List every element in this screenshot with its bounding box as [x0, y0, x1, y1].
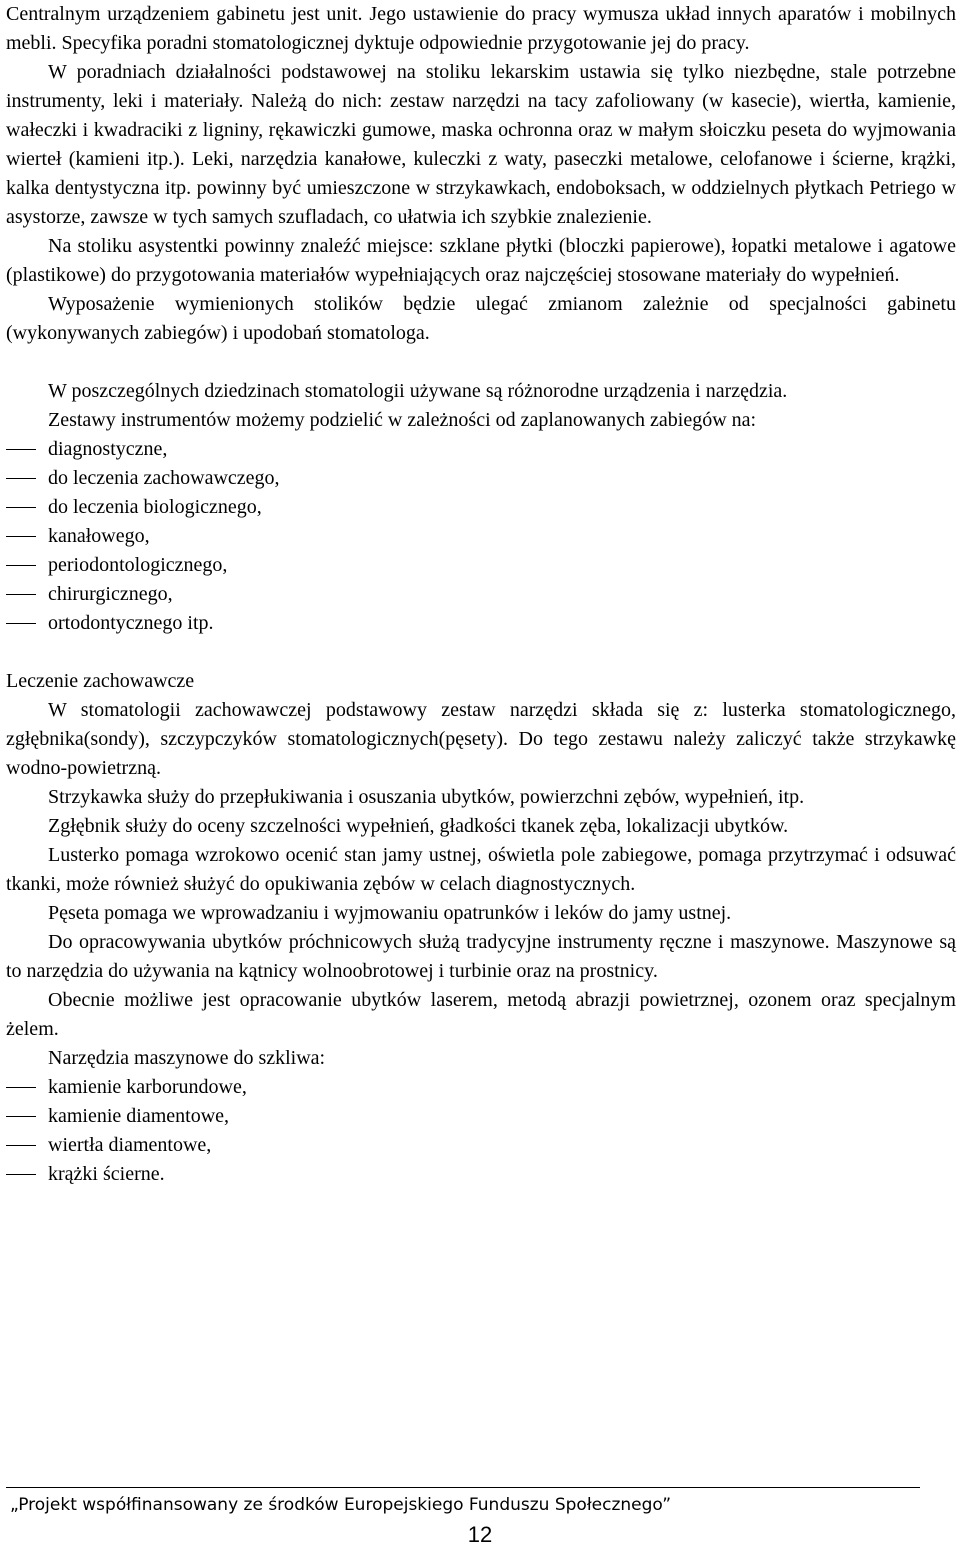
list-item [6, 522, 956, 551]
dash-bullet [6, 536, 36, 537]
paragraph: Pęseta pomaga we wprowadzaniu i wyjmowaniu opatrunków i leków do jamy ustnej. [48, 902, 732, 924]
list-item [6, 1160, 956, 1189]
paragraph: Obecnie możliwe jest opracowanie ubytków laserem, metodą abrazji powietrznej, ozonem oraz specjalnym żelem. [6, 989, 956, 1040]
dash-bullet [6, 1174, 36, 1175]
list-item-label: chirurgicznego, [48, 583, 173, 605]
list-item [6, 580, 956, 609]
list-item [6, 551, 956, 580]
paragraph: Centralnym urządzeniem gabinetu jest unit. Jego ustawienie do pracy wymusza układ innych aparatów i mobilnych mebli. Specyfika poradni stomatologicznej dyktuje odpowiednie przygotowanie jej do pracy. [6, 3, 956, 54]
list-item-label: kanałowego, [48, 525, 150, 547]
dash-bullet [6, 1116, 36, 1117]
list-item-label: do leczenia biologicznego, [48, 496, 262, 518]
list-item [6, 609, 956, 638]
page-number: 12 [467, 1522, 493, 1547]
list-item [6, 1073, 956, 1102]
paragraph: Wyposażenie wymienionych stolików będzie ulegać zmianom zależnie od specjalności gabinetu (wykonywanych zabiegów) i upodobań stomatologa. [6, 293, 956, 344]
list-item-label: krążki ścierne. [48, 1163, 165, 1185]
paragraph: W stomatologii zachowawczej podstawowy zestaw narzędzi składa się z: lusterka stomatologicznego, zgłębnika(sondy), szczypczyków stomatologicznych(pęsety). Do tego zestawu należy zaliczyć także strzykawkę wodno-powietrzną. [6, 699, 956, 779]
paragraph: Na stoliku asystentki powinny znaleźć miejsce: szklane płytki (bloczki papierowe), łopatki metalowe i agatowe (plastikowe) do przygotowania materiałów wypełniających oraz najczęściej stosowane materiały do wypełnień. [6, 235, 956, 286]
paragraph: Do opracowywania ubytków próchnicowych służą tradycyjne instrumenty ręczne i maszynowe. Maszynowe są to narzędzia do używania na kątnicy wolnoobrotowej i turbinie oraz na prostnicy. [6, 931, 956, 982]
enamel-tools-list [6, 1073, 956, 1189]
list-item-label: diagnostyczne, [48, 438, 168, 460]
list-lead: Zestawy instrumentów możemy podzielić w zależności od zaplanowanych zabiegów na: [48, 409, 757, 431]
list-item [6, 464, 956, 493]
paragraph: Lusterko pomaga wzrokowo ocenić stan jamy ustnej, oświetla pole zabiegowe, pomaga przytrzymać i odsuwać tkanki, może również służyć do opukiwania zębów w celach diagnostycznych. [6, 844, 956, 895]
list-item-label: wiertła diamentowe, [48, 1134, 212, 1156]
dash-bullet [6, 449, 36, 450]
footer-divider [6, 1487, 920, 1488]
list-item [6, 493, 956, 522]
document-body [6, 0, 956, 1189]
spacer [6, 348, 956, 377]
list-item [6, 1131, 956, 1160]
list-item-label: periodontologicznego, [48, 554, 228, 576]
instrument-sets-list [6, 435, 956, 638]
dash-bullet [6, 565, 36, 566]
dash-bullet [6, 594, 36, 595]
list-item [6, 1102, 956, 1131]
dash-bullet [6, 478, 36, 479]
list-item-label: do leczenia zachowawczego, [48, 467, 280, 489]
section-intro: W poszczególnych dziedzinach stomatologii używane są różnorodne urządzenia i narzędzia. [48, 380, 788, 402]
dash-bullet [6, 507, 36, 508]
footer-text: „Projekt współfinansowany ze środków Europejskiego Funduszu Społecznego” [10, 1495, 672, 1515]
section-heading: Leczenie zachowawcze [6, 670, 195, 692]
paragraph: Narzędzia maszynowe do szkliwa: [48, 1047, 326, 1069]
list-item [6, 435, 956, 464]
dash-bullet [6, 623, 36, 624]
paragraph: W poradniach działalności podstawowej na stoliku lekarskim ustawia się tylko niezbędne, stale potrzebne instrumenty, leki i materiały. Należą do nich: zestaw narzędzi na tacy zafoliowany (w kasecie), wiertła, kamienie, wałeczki i kwadraciki z ligniny, rękawiczki gumowe, maska ochronna oraz w małym słoiczku peseta do wyjmowania wierteł (kamieni itp.). Leki, narzędzia kanałowe, kuleczki z waty, paseczki metalowe, celofanowe i ścierne, krążki, kalka dentystyczna itp. powinny być umieszczone w strzykawkach, endoboksach, w oddzielnych płytkach Petriego w asystorze, zawsze w tych samych szufladach, co ułatwia ich szybkie znalezienie. [6, 61, 956, 228]
dash-bullet [6, 1087, 36, 1088]
paragraph: Zgłębnik służy do oceny szczelności wypełnień, gładkości tkanek zęba, lokalizacji ubytków. [48, 815, 789, 837]
list-item-label: kamienie diamentowe, [48, 1105, 230, 1127]
paragraph: Strzykawka służy do przepłukiwania i osuszania ubytków, powierzchni zębów, wypełnień, itp. [48, 786, 805, 808]
spacer [6, 638, 956, 667]
list-item-label: ortodontycznego itp. [48, 612, 214, 634]
dash-bullet [6, 1145, 36, 1146]
list-item-label: kamienie karborundowe, [48, 1076, 247, 1098]
